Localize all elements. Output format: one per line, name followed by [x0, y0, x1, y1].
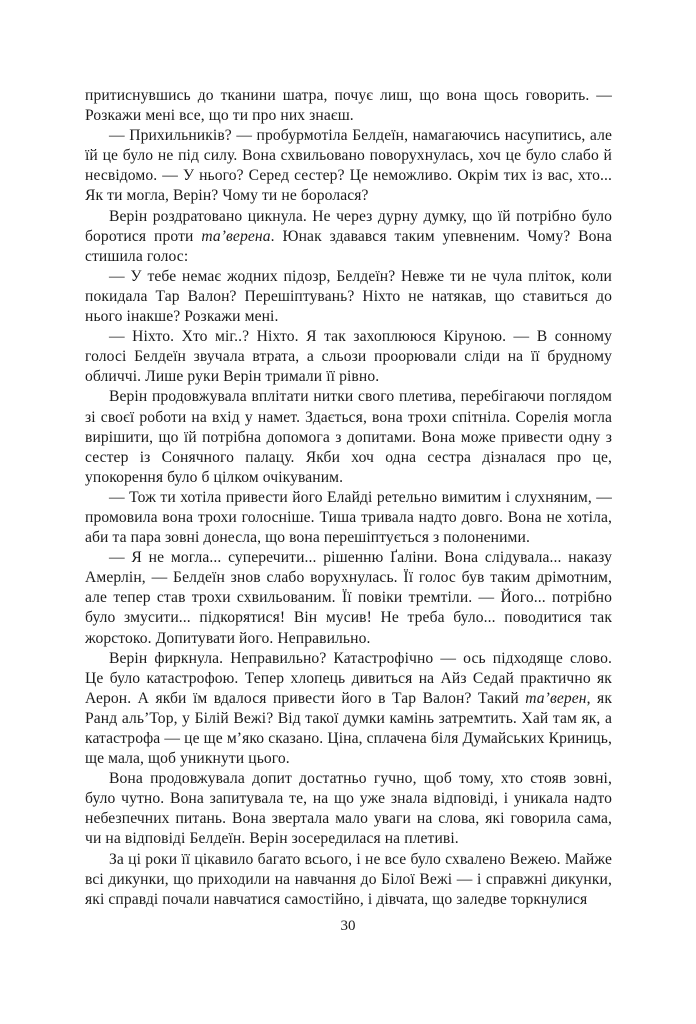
- paragraph: [85, 387, 612, 487]
- body-text: притиснувшись до тканини шатра, почує лиш, що вона щось говорить. — Розкажи мені все, що ти про них знаєш.: [85, 87, 612, 125]
- body-text: — Я не могла... суперечити... рішенню Ґаліни. Вона слідувала... наказу Амерлін, — Белдеїн знов слабо ворухнулась. Її голос був таким дрімотним, але тепер став трохи схвильованим. Її повіки тремтіли. — Його... потрібно було змусити... підкорятися! Він мусив! Не треба було... поводитися так жорстоко. Допитувати його. Неправильно.: [85, 549, 612, 647]
- body-text: — Ніхто. Хто міг..? Ніхто. Я так захоплююся Кіруною. — В сонному голосі Белдеїн звучала втрата, а сльози проорювали сліди на її брудному обличчі. Лише руки Верін тримали її рівно.: [85, 328, 612, 386]
- body-text: , як Ранд аль’Тор, у Білій Вежі? Від такої думки камінь затремтить. Хай там як, а катастрофа — це ще м’яко сказано. Ціна, сплачена біля Думайських Криниць, ще мала, щоб уникнути цього.: [85, 689, 612, 768]
- body-text: За ці роки її цікавило багато всього, і не все було схвалено Вежею. Майже всі дикунки, що приходили на навчання до Білої Вежі — і справжні дикунки, які справді почали навчатися самостійно, і дівчата, що заледве торкнулися: [85, 850, 612, 908]
- italic-text: та’верена: [201, 227, 271, 245]
- body-text: Верін продовжувала вплітати нитки свого плетива, перебігаючи поглядом зі своєї роботи на вхід у намет. Здається, вона трохи спітніла. Сорелія могла вирішити, що їй потрібна допомога з допитами. Вона може привести одну з сестер із Сонячного палацу. Якби хоч одна сестра дізналася про це, упокорення було б цілком очікуваним.: [85, 388, 612, 486]
- paragraph: [85, 86, 612, 126]
- paragraph: [85, 126, 612, 206]
- body-text: — Тож ти хотіла привести його Елайді ретельно вимитим і слухняним, — промовила вона трохи голосніше. Тиша тривала надто довго. Вона не хотіла, аби та пара зовні донесла, що вона перешіптується з полоненими.: [85, 488, 612, 547]
- body-text: . Юнак здавався таким упевненим. Чому? Вона стишила голос:: [85, 227, 613, 265]
- paragraph: [85, 488, 612, 548]
- paragraph: [85, 850, 612, 910]
- page-text: [85, 86, 612, 910]
- italic-text: та’верен: [525, 689, 587, 707]
- paragraph: [85, 267, 612, 327]
- paragraph: [85, 327, 612, 387]
- body-text: Вона продовжувала допит достатньо гучно, щоб тому, хто стояв зовні, було чутно. Вона запитувала те, на що уже знала відповіді, і уникала надто небезпечних питань. Вона звертала мало уваги на слова, які говорила сама, чи на відповіді Белдеїн. Верін зосередилася на плетиві.: [85, 770, 612, 848]
- paragraph: [85, 548, 612, 648]
- paragraph: [85, 769, 612, 849]
- paragraph: [85, 649, 612, 770]
- body-text: Верін роздратовано цикнула. Не через дурну думку, що їй потрібно було боротися проти: [85, 207, 612, 245]
- body-text: Верін фиркнула. Неправильно? Катастрофічно — ось підходяще слово. Це було катастрофою. Тепер хлопець дивиться на Айз Седай практично як Аерон. А якби їм вдалося привести його в Тар Валон? Такий: [85, 649, 612, 707]
- paragraph: [85, 207, 612, 267]
- body-text: — Прихильників? — пробурмотіла Белдеїн, намагаючись насупитись, але їй це було не під силу. Вона схвильовано поворухнулась, хоч це було слабо й несвідомо. — У нього? Серед сестер? Це неможливо. Окрім тих із вас, хто... Як ти могла, Верін? Чому ти не боролася?: [85, 127, 612, 205]
- body-text: — У тебе немає жодних підозр, Белдеїн? Невже ти не чула пліток, коли покидала Тар Валон? Перешіптувань? Ніхто не натякав, що ставиться до нього інакше? Розкажи мені.: [85, 267, 612, 326]
- page-number: 30: [340, 918, 356, 934]
